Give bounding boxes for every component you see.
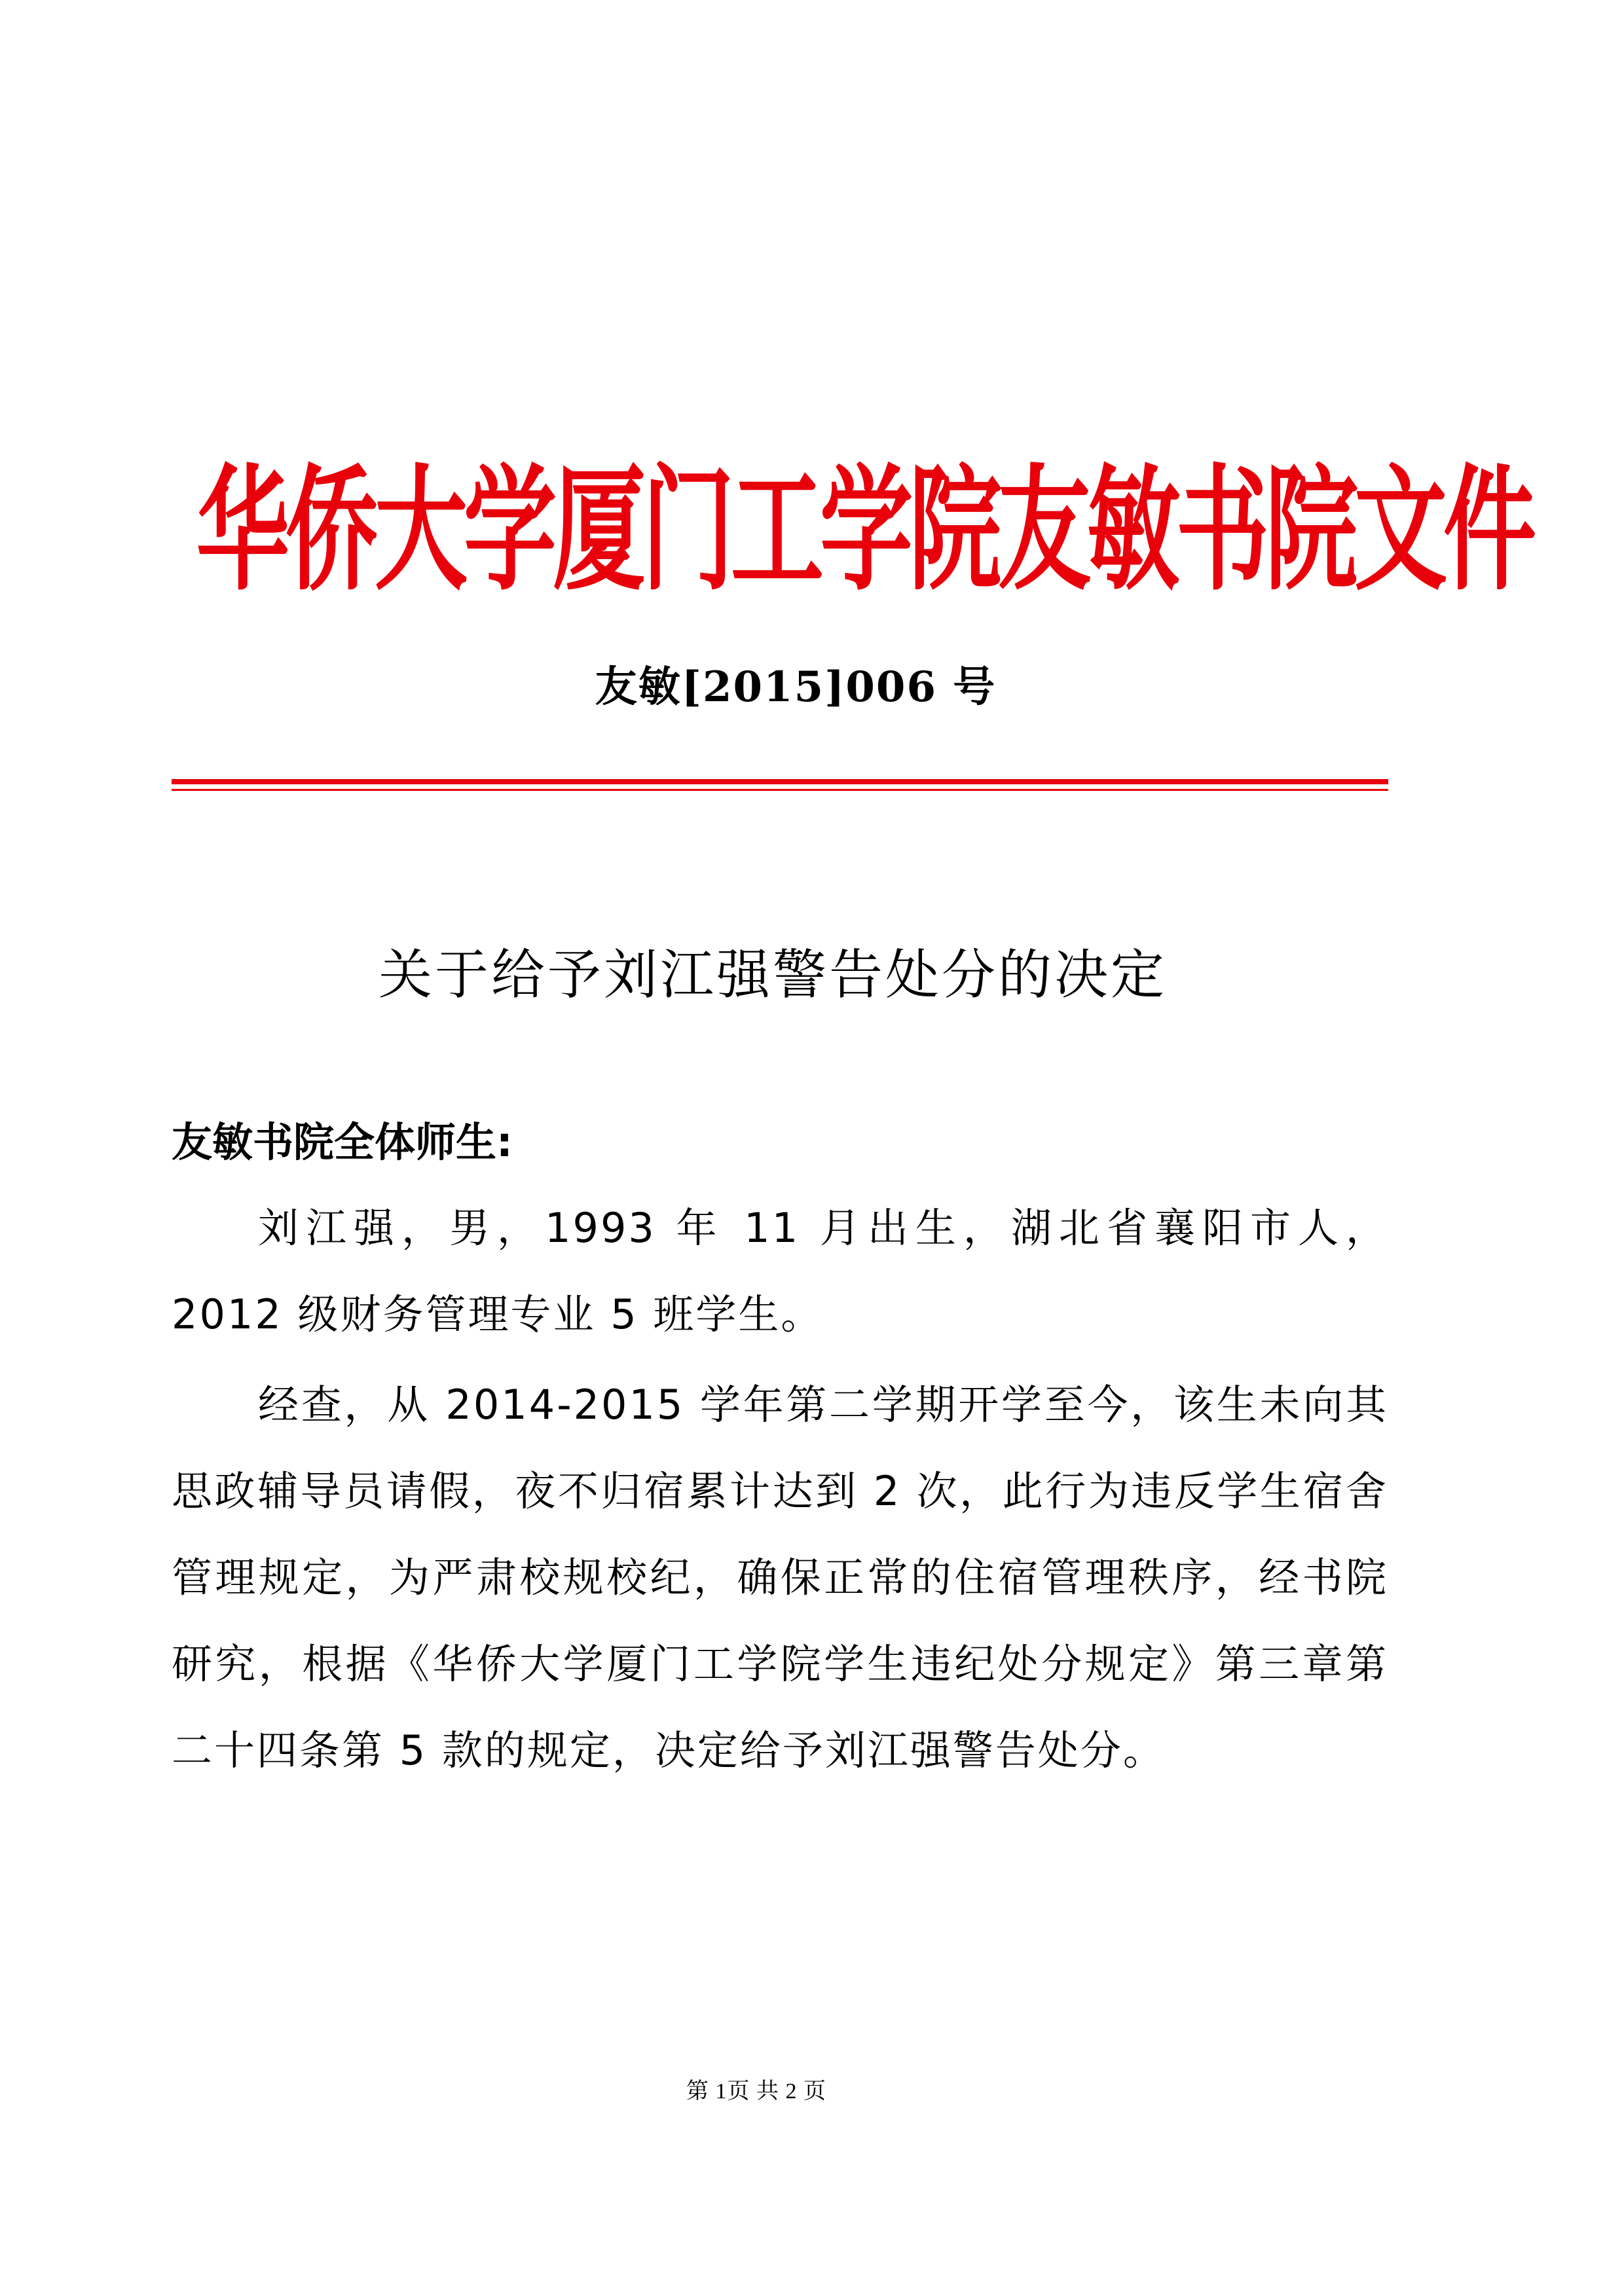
body-paragraph-1: 刘江强，男，1993 年 11 月出生，湖北省襄阳市人，2012 级财务管理专业 5 班学生。 (172, 1204, 1388, 1338)
header-divider-thin (172, 789, 1388, 791)
header-divider-thick (172, 779, 1388, 784)
page-footer: 第 1页 共 2 页 (686, 2079, 826, 2104)
document-title: 关于给予刘江强警告处分的决定 (378, 944, 1167, 1006)
document-header-title: 华侨大学厦门工学院友敏书院文件 (196, 451, 1532, 610)
document-number: 友敏[2015]006 号 (595, 663, 997, 712)
salutation: 友敏书院全体师生: (172, 1118, 513, 1166)
body-paragraph-2: 经查，从 2014-2015 学年第二学期开学至今，该生未向其思政辅导员请假，夜不归宿累计达到 2 次，此行为违反学生宿舍管理规定，为严肃校规校纪，确保正常的住宿管理秩序，经书院研究，根据《华侨大学厦门工学院学生违纪处分规定》第三章第二十四条第 5 款的规定，决定给予刘江强警告处分。 (172, 1381, 1388, 1774)
